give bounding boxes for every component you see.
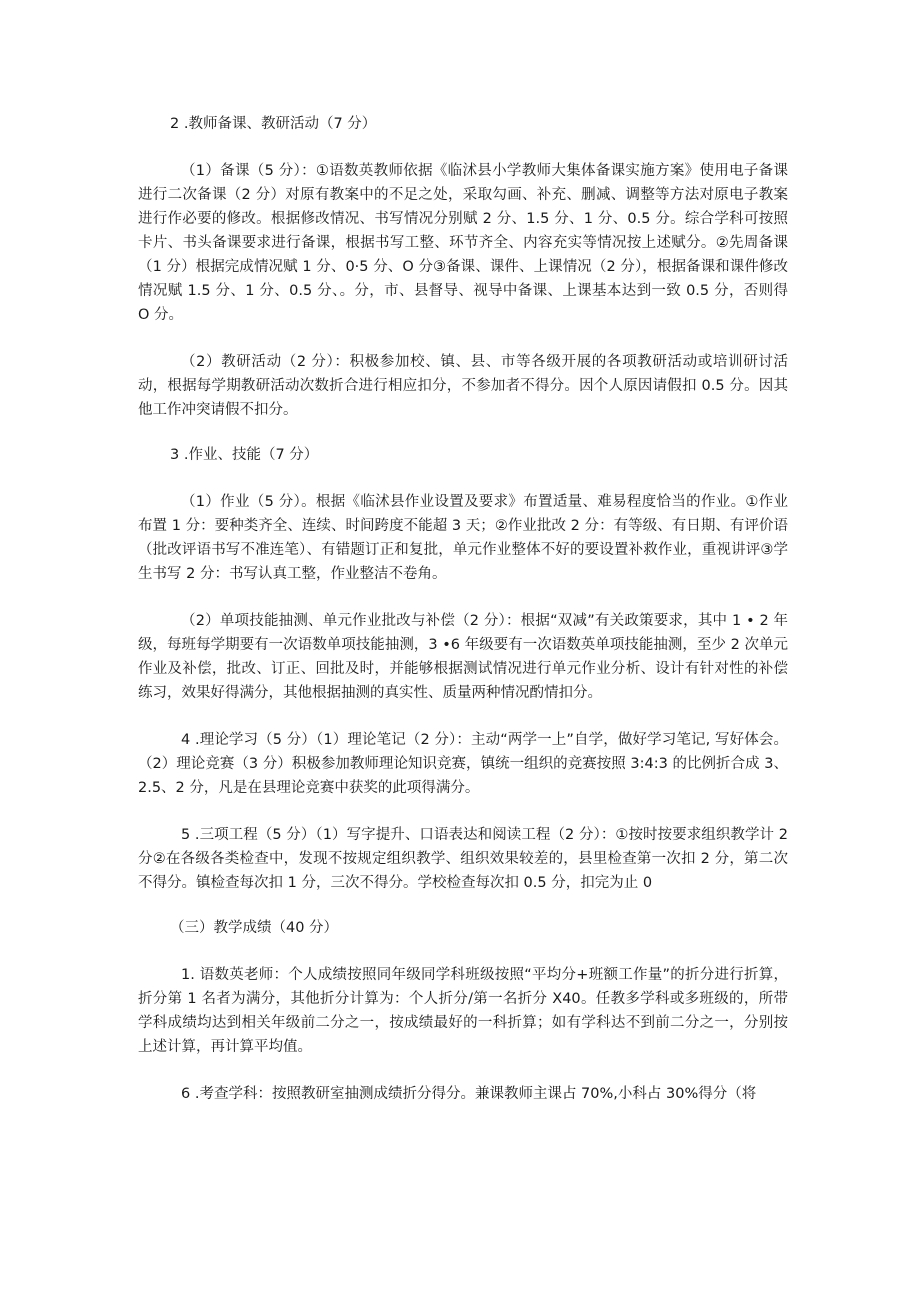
document-page: [138, 112, 788, 1106]
paragraph-skill-tests: （2）单项技能抽测、单元作业批改与补偿（2 分）：根据“双减”有关政策要求，其中 1 • 2 年级，每班每学期要有一次语数单项技能抽测，3 •6 年级要有一次语数英单项技能抽测，至少 2 次单元作业及补偿，批改、订正、回批及时，并能够根据测试情况进行单元作业分析、设计有针对性的补偿练习，效果好得满分，其他根据抽测的真实性、质量两种情况酌情扣分。: [138, 613, 788, 701]
paragraph-three-projects: 5 .三项工程（5 分）（1）写字提升、口语表达和阅读工程（2 分）：①按时按要求组织教学计 2 分②在各级各类检查中，发现不按规定组织教学、组织效果较差的，县里检查第一次扣 2 分，第二次不得分。镇检查每次扣 1 分，三次不得分。学校检查每次扣 0.5 分，扣完为止 0: [138, 827, 788, 891]
section-heading-homework-skills: 3 .作业、技能（7 分）: [170, 447, 319, 463]
section-heading-teaching-prep: 2 .教师备课、教研活动（7 分）: [170, 116, 377, 132]
section-heading-teaching-results: （三）教学成绩（40 分）: [170, 920, 339, 936]
paragraph-main-subject-scores: 1. 语数英老师：个人成绩按照同年级同学科班级按照“平均分+班额工作量”的折分进行折算，折分第 1 名者为满分，其他折分计算为：个人折分/第一名折分 X40。任教多学科或多班级的，所带学科成绩均达到相关年级前二分之一，按成绩最好的一科折算；如有学科达不到前二分之一，分别按上述计算，再计算平均值。: [138, 967, 788, 1055]
paragraph-homework: （1）作业（5 分）。根据《临沭县作业设置及要求》布置适量、难易程度恰当的作业。①作业布置 1 分：要种类齐全、连续、时间跨度不能超 3 天；②作业批改 2 分：有等级、有日期、有评价语（批改评语书写不准连笔）、有错题订正和复批，单元作业整体不好的要设置补救作业，重视讲评③学生书写 2 分：书写认真工整，作业整洁不卷角。: [138, 494, 788, 582]
paragraph-lesson-prep: （1）备课（5 分）：①语数英教师依据《临沭县小学教师大集体备课实施方案》使用电子备课进行二次备课（2 分）对原有教案中的不足之处，采取勾画、补充、删减、调整等方法对原电子教案进行作必要的修改。根据修改情况、书写情况分别赋 2 分、1.5 分、1 分、0.5 分。综合学科可按照卡片、书头备课要求进行备课，根据书写工整、环节齐全、内容充实等情况按上述赋分。②先周备课（1 分）根据完成情况赋 1 分、0·5 分、O 分③备课、课件、上课情况（2 分），根据备课和课件修改情况赋 1.5 分、1 分、0.5 分、。分，市、县督导、视导中备课、上课基本达到一致 0.5 分，否则得 O 分。: [138, 163, 788, 323]
paragraph-theory-study: 4 .理论学习（5 分）（1）理论笔记（2 分）：主动“两学一上”自学，做好学习笔记, 写好体会。（2）理论竞赛（3 分）积极参加教师理论知识竞赛，镇统一组织的竞赛按照 3:4:3 的比例折合成 3、2.5、2 分，凡是在县理论竞赛中获奖的此项得满分。: [138, 732, 788, 796]
paragraph-research-activity: （2）教研活动（2 分）：积极参加校、镇、县、市等各级开展的各项教研活动或培训研讨活动，根据每学期教研活动次数折合进行相应扣分，不参加者不得分。因个人原因请假扣 0.5 分。因其他工作冲突请假不扣分。: [138, 354, 788, 418]
paragraph-exam-subjects: 6 .考查学科：按照教研室抽测成绩折分得分。兼课教师主课占 70%,小科占 30%得分（将: [181, 1086, 757, 1102]
